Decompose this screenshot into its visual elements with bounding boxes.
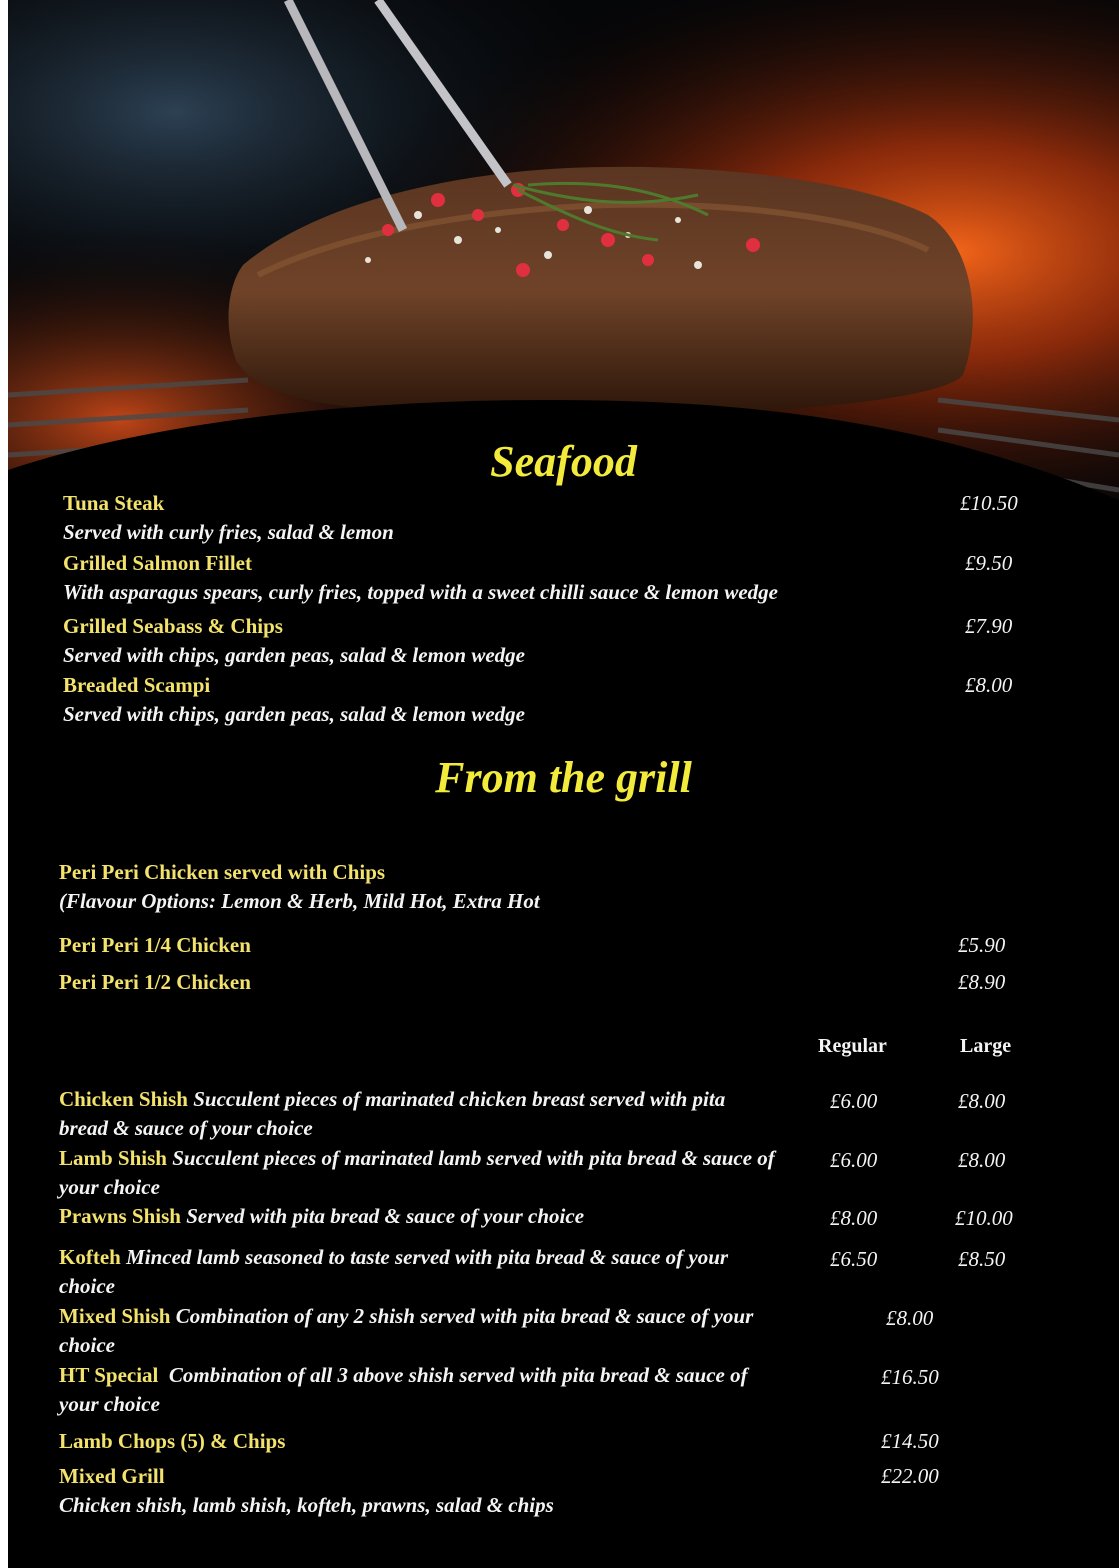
peri-item-price: £5.90: [958, 933, 1006, 957]
grill-item-name: Mixed Grill: [59, 1464, 165, 1488]
col-regular-header: Regular: [818, 1035, 887, 1057]
shish-item: [59, 1202, 779, 1231]
shish-item-desc: Minced lamb seasoned to taste served with pita bread & sauce of your choice: [59, 1245, 729, 1298]
shish-price-regular: £6.00: [830, 1089, 878, 1113]
grill-item-price: £16.50: [881, 1365, 939, 1389]
grill-item-price: £14.50: [881, 1429, 939, 1453]
grill-heading: From the grill: [435, 753, 692, 802]
grill-item-desc: Combination of all 3 above shish served with pita bread & sauce of your choice: [59, 1363, 748, 1416]
shish-item-name: Kofteh: [59, 1245, 121, 1269]
seafood-item-desc: With asparagus spears, curly fries, topped with a sweet chilli sauce & lemon wedge: [63, 580, 778, 604]
shish-item-name: Chicken Shish: [59, 1087, 188, 1111]
shish-price-large: £8.00: [958, 1089, 1006, 1113]
shish-item: [59, 1085, 779, 1143]
grill-item-price: £22.00: [881, 1464, 939, 1488]
seafood-item-name: Grilled Salmon Fillet: [63, 551, 252, 575]
grill-item-desc: Chicken shish, lamb shish, kofteh, prawns, salad & chips: [59, 1493, 554, 1517]
shish-price-regular: £6.00: [830, 1148, 878, 1172]
shish-item: [59, 1144, 779, 1202]
seafood-item-desc: Served with curly fries, salad & lemon: [63, 520, 394, 544]
seafood-heading: Seafood: [490, 437, 637, 486]
peri-options: (Flavour Options: Lemon & Herb, Mild Hot, Extra Hot: [59, 889, 540, 913]
grill-item-name: Lamb Chops (5) & Chips: [59, 1429, 286, 1453]
col-large-header: Large: [960, 1035, 1012, 1057]
grill-item-price: £8.00: [886, 1306, 934, 1330]
grill-item-name: Mixed Shish: [59, 1304, 171, 1328]
grill-item-desc: Combination of any 2 shish served with pita bread & sauce of your choice: [59, 1304, 754, 1357]
seafood-item-price: £7.90: [965, 614, 1013, 638]
seafood-item-name: Tuna Steak: [63, 491, 165, 515]
shish-price-large: £8.00: [958, 1148, 1006, 1172]
seafood-item-name: Breaded Scampi: [63, 673, 211, 697]
grill-item-name: HT Special: [59, 1363, 159, 1387]
shish-price-regular: £6.50: [830, 1247, 878, 1271]
shish-item-name: Prawns Shish: [59, 1204, 181, 1228]
peri-item-name: Peri Peri 1/4 Chicken: [59, 933, 251, 957]
seafood-item-desc: Served with chips, garden peas, salad & lemon wedge: [63, 702, 525, 726]
shish-price-large: £10.00: [955, 1206, 1013, 1230]
shish-price-regular: £8.00: [830, 1206, 878, 1230]
grill-item: [59, 1361, 779, 1419]
seafood-item-price: £10.50: [960, 491, 1018, 515]
menu-page: [8, 0, 1119, 1568]
seafood-item-price: £8.00: [965, 673, 1013, 697]
peri-item-price: £8.90: [958, 970, 1006, 994]
shish-item-desc: Served with pita bread & sauce of your choice: [186, 1204, 585, 1228]
seafood-item-name: Grilled Seabass & Chips: [63, 614, 283, 638]
shish-item: [59, 1243, 779, 1301]
peri-intro: Peri Peri Chicken served with Chips: [59, 860, 386, 884]
seafood-item-desc: Served with chips, garden peas, salad & lemon wedge: [63, 643, 525, 667]
shish-item-desc: Succulent pieces of marinated chicken breast served with pita bread & sauce of your choice: [59, 1087, 726, 1140]
seafood-item-price: £9.50: [965, 551, 1013, 575]
shish-item-name: Lamb Shish: [59, 1146, 167, 1170]
peri-item-name: Peri Peri 1/2 Chicken: [59, 970, 251, 994]
shish-item-desc: Succulent pieces of marinated lamb served with pita bread & sauce of your choice: [59, 1146, 775, 1199]
grill-item: [59, 1302, 779, 1360]
shish-price-large: £8.50: [958, 1247, 1006, 1271]
